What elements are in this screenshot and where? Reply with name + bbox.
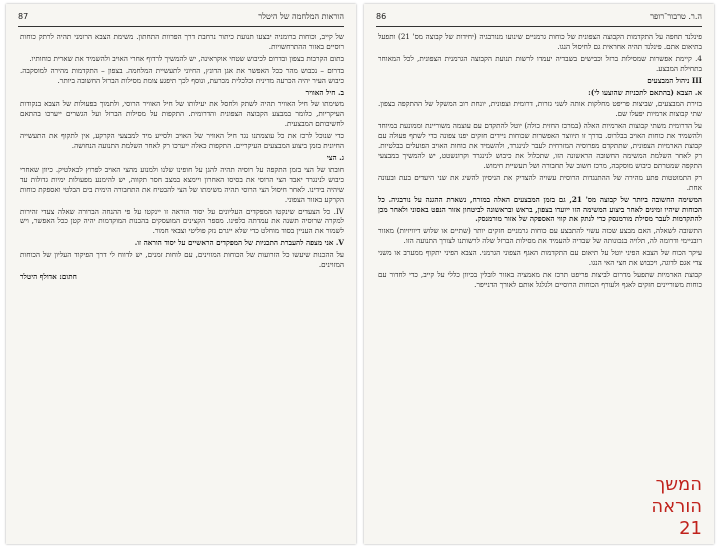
continuation-number: 21 [679,518,702,539]
paragraph: חובתו של הצי בזמן התקפה על רוסיה תהיה להגן על חופינו שלנו ולמנוע מהצי האויב לפרוץ לבאלטיק. כיוון שאחרי כיבוש לנינגרד יאבד הצי הרוסי את בסיסו האחרון ויימצא במצב חסר תקווה, יש להימנע מפעולות ימיות גדולות עד שיהיה בידינו. לאחר חיסול הצי הרוסי תהיה משימתו של הצי להבטיח את התחבורה הימית בים הבלטי ואספקת כוחות הקרקע באזור הצפוני. [20,164,344,204]
continuation-line: הוראה [651,496,702,517]
paragraph: רק התמוטטות פתע מהירה של ההתנגדות הרוסית עשויה להצדיק את הניסיון להשיג את שני היעדים בעת ובעונה אחת. [378,172,702,192]
paragraph: 4. קיימת אפשרות שמסילות ברזל וכבישים בשבדיה יעמדו לרשות תנועת הקבוצה הגרמנית הצפונית, לכל המאוחר בתחילת המבצע. [378,53,702,73]
page-header [376,12,702,27]
section-heading: ג. הצי [326,152,344,162]
continuation-line: המשך [655,474,702,495]
paragraph: פינלנד תחפה על התקדמות הקבוצה הצפונית של כוחות גרמניים שינועו מנורבגיה (יחידות של קבוצה מס' 21) ותפעל בתיאום אתם. פינלנד תהיה אחראית גם לחיסול הנגו. [378,32,702,51]
paragraph: בזירת המבצעים, שביצות פריפט מחלקות אותה לשני גזרות, דרומית וצפונית, יונחת רוב המשקל של ההתקפה בצפון. שתי קבוצות ארמיות יפעלו שם. [378,99,702,119]
page-body [20,32,344,538]
paragraph: בדרום – נכבוש מהר ככל האפשר את אגן הדונץ, החיוני לתעשיית המלחמה. בצפון – התקדמות מהירה למוסקבה. כיבוש העיר יהיה הכרעה מדינית וכלכלית מכרעת, ונוסף לכך תיפגע צומת מסילות הברזל החשובה ביותר. [20,65,344,85]
paragraph: על ההכנות שיעשו כל הזרועות של הכוחות המזוינים, עם לוחות זמנים, יש לדווח לי דרך הפיקוד העליון של הכוחות המזוינים. [20,250,344,270]
paragraph: המשימה החשובה ביותר של קבוצה מס' 21, גם בזמן המבצעים האלה במזרח, נשארת ההגנה על נורבגיה. כל הכוחות שיהיו זמינים לאחר ביצוע המשימה הזו ייועדו בצפון, בראש ובראשונה לביטחון אזור הנפט באסוני ולאחר מכן להתקדמות לעבר מסילת מורמנסק כדי לנתק את קווי האספקה של אזור מורמנסק. [378,194,703,224]
running-title: הוראות המלחמה של היטלר [258,12,344,21]
paragraph: משימתו של חיל האוויר תהיה לשתק ולחסל את יעילותו של חיל האוויר הרוסי, ולתמוך בפעולות של הצבא בנקודות העיקריות, כלומר במבצע הקבוצה הצפונית והדרומית. התקפות על מסילות הברזל ועל הגשרים ייערכו בהתאם לחשיבותם המבצעית. [20,99,344,129]
right-book-page [364,4,714,544]
continuation-label [602,474,702,540]
paragraph: בתום הקרבות בצפון ובדרום לכיבוש שטחי אוקראינה, יש להמשיך לרדוף אחרי האויב ולהשמיד את שארית כוחותיו. [29,53,344,63]
page-number: 86 [376,12,387,21]
page-number: 87 [18,12,29,21]
paragraph: על הדרומית משתי קבוצות הארמיות האלה (במרכז החזית כולה) יוטל להתקדם עם עוצמה משוריינת וממונעת במיוחד ולהשמיד את כוחות האויב בבלרוס. בדרך זו תיווצר האפשרות שכוחות ניידים חזקים יפנו צפונה כדי לשתף פעולה עם קבוצת הארמיות הצפונית, שתתקדם מפרוסיה המזרחית לעבר לנינגרד, ולהשמיד את כוחות האויב הפועלים בבלטיות. רק לאחר השלמת המשימה החשובה הראשונה הזו, שתכלול את כיבוש לנינגרד וקרונשטט, יש להמשיך במבצעי התקפה שמטרתם כיבוש מוסקבה, מרכז חשוב של תחבורה ושל תעשיית חימוש. [378,121,702,170]
running-title: ה.ר. טרבור־רופר [650,12,702,21]
page-header [18,12,344,27]
paragraph: התשובה לשאלה, האם מבצע שכזה עשוי להתבצע עם כוחות גרמניים חזקים יותר (שתיים או שלוש דיוויזיות) מאזור רובניימי ודרומה לה, תלויה בנכונותה של שבדיה להעמיד את מסילות הברזל שלה לרשותנו לצורך התנועה הזו. [378,226,702,246]
page-body [378,32,702,538]
paragraph: של קייב, וכוחות ברומניה יבצעו תנועת כיתור נרחבת דרך הפרוות התחתון. משימת הצבא הרומני תהיה לרתק כוחות רוסיים באזור ההתרחשויות. [20,32,344,51]
paragraph: כדי שנוכל לרכז את כל עוצמתנו נגד חיל האוויר של האויב ולסייע מיד למבצעי הקרקע, אין לתקוף את התעשייה החיונית בזמן ביצוע המבצעים העיקריים. התקפות כאלה ייערכו רק לאחר השלמת התנועה הנחושה. [20,131,344,151]
paragraph: IV. כל הצעדים שינקטו המפקדים העליונים על יסוד הוראה זו יינקטו על פי ההנחה הברורה שאלה צעדי זהירות למקרה שרוסיה תשנה את עמדתה כלפינו. מספר הקצינים המועסקים בהכנות המוקדמות יהיה קטן ככל האפשר, ויש לשמור את העניין בסוד מוחלט כדי שלא ייגרם נזק פוליטי וצבאי חמור. [20,206,344,236]
subsection-heading: א. הצבא (בהתאם לתכניות שהוצעו לי): [588,87,702,97]
paragraph: V. אני מצפה להעברת התכניות של המפקדים הראשיים על יסוד הוראה זו. [134,238,344,248]
paragraph: קבוצת הארמיות שתפעל מדרום לביצות פריפט תרכז את מאמציה באזור לובלין בכיוון כללי על קייב, כדי לחדור עם כוחות משוריינים חזקים לאגף ולעורף הכוחות הרוסיים ולגלגל אותם לאורך הדנייפר. [378,269,702,289]
section-heading: ב. חיל האוויר [305,87,344,97]
signature: חתום: אדולף היטלר [20,271,77,281]
paragraph: עיקר הכוח של הצבא הפיני יוטל על תיאום עם התקדמות האגף הצפוני הגרמני. הצבא הפיני יתקוף ממערב או משני צדי אגם לדוגה, ויכבוש את חצי האי הנגו. [378,248,702,268]
left-book-page [6,4,356,544]
section-heading: III ניהול המבצעים [647,75,702,85]
